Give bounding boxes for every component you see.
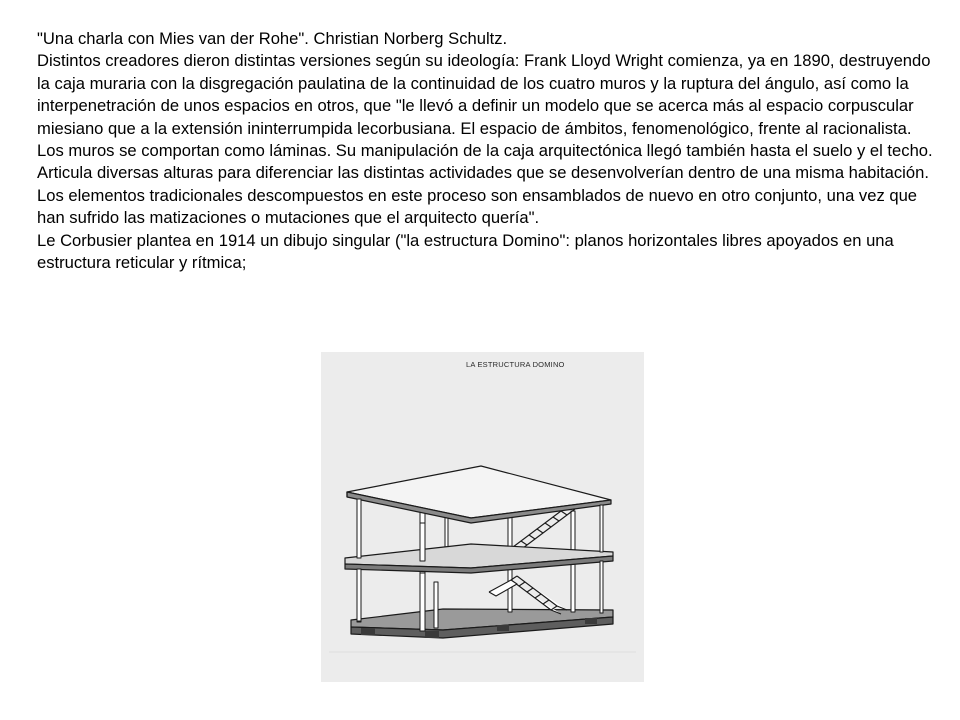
domino-figure [321, 352, 644, 682]
citation-line: "Una charla con Mies van der Rohe". Christian Norberg Schultz. [37, 29, 508, 48]
paragraph-wright: Distintos creadores dieron distintas versiones según su ideología: Frank Lloyd Wright comienza, ya en 1890, destruyendo la caja muraria con la disgregación paulatina de la continuidad de los cuatro muros y la ruptura del ángulo, así como la interpenetración de unos espacios en otros, que "le llevó a definir un modelo que se acerca más al espacio corpuscular miesiano que a la extensión ininterrumpida lecorbusiana. El espacio de ámbitos, fenomenológico, frente al racionalista. Los muros se comportan como láminas. Su manipulación de la caja arquitectónica llegó también hasta el suelo y el techo. Articula diversas alturas para diferenciar las distintas actividades que se desenvolverían dentro de una misma habitación. Los elementos tradicionales descompuestos en este proceso son ensamblados de nuevo en otro conjunto, una vez que han sufrido las matizaciones o mutaciones que el arquitecto quería". [37, 51, 933, 228]
body-text [37, 28, 937, 274]
domino-structure-drawing-icon [321, 352, 644, 682]
foundation-plinth [351, 609, 613, 638]
paragraph-corbusier: Le Corbusier plantea en 1914 un dibujo singular ("la estructura Domino": planos horizontales libres apoyados en una estructura reticular y rítmica; [37, 230, 894, 273]
figure-caption: LA ESTRUCTURA DOMINO [466, 360, 565, 369]
